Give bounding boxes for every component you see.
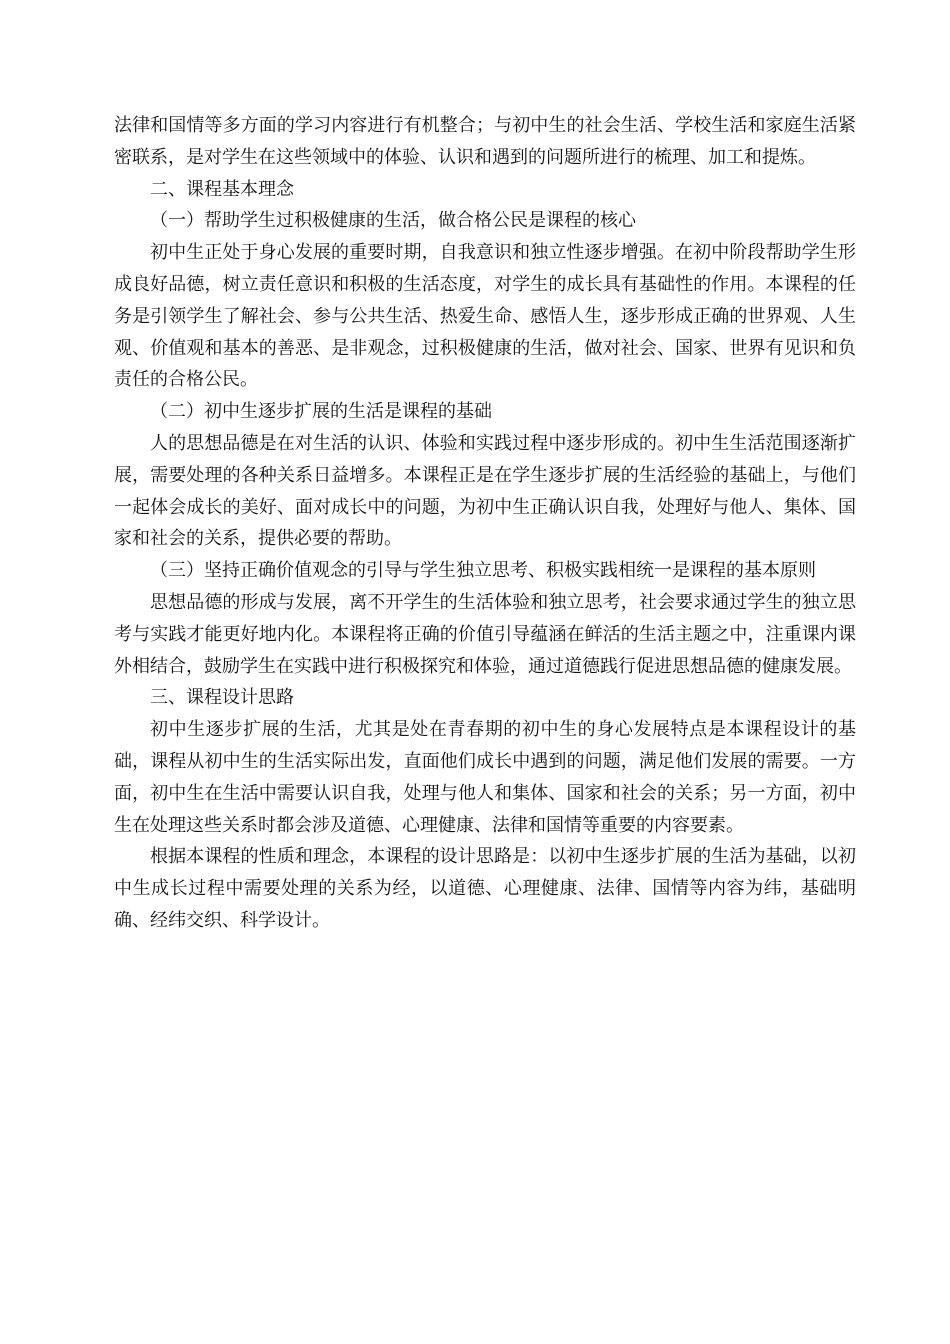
paragraph-continued: 法律和国情等多方面的学习内容进行有机整合；与初中生的社会生活、学校生活和家庭生活紧密联系，是对学生在这些领域中的体验、认识和遇到的问题所进行的梳理、加工和提炼。: [114, 115, 856, 168]
subheading-principle: （三）坚持正确价值观念的引导与学生独立思考、积极实践相统一是课程的基本原则: [150, 560, 816, 582]
document-page: [114, 110, 856, 937]
paragraph-body: 根据本课程的性质和理念，本课程的设计思路是：以初中生逐步扩展的生活为基础，以初中生成长过程中需要处理的关系为经，以道德、心理健康、法律、国情等内容为纬，基础明确、经纬交织、科学设计。: [114, 846, 856, 931]
paragraph-body: 初中生逐步扩展的生活，尤其是处在青春期的初中生的身心发展特点是本课程设计的基础，课程从初中生的生活实际出发，直面他们成长中遇到的问题，满足他们发展的需要。一方面，初中生在生活中需要认识自我，处理与他人和集体、国家和社会的关系；另一方面，初中生在处理这些关系时都会涉及道德、心理健康、法律和国情等重要的内容要素。: [114, 719, 856, 836]
section-heading-design: 三、课程设计思路: [150, 687, 294, 709]
paragraph-body: 思想品德的形成与发展，离不开学生的生活体验和独立思考，社会要求通过学生的独立思考与实践才能更好地内化。本课程将正确的价值引导蕴涵在鲜活的生活主题之中，注重课内课外相结合，鼓励学生在实践中进行积极探究和体验，通过道德践行促进思想品德的健康发展。: [114, 591, 856, 677]
section-heading-basic-concepts: 二、课程基本理念: [150, 178, 294, 200]
subheading-foundation: （二）初中生逐步扩展的生活是课程的基础: [150, 401, 492, 423]
subheading-core: （一）帮助学生过积极健康的生活，做合格公民是课程的核心: [150, 210, 636, 232]
paragraph-body: 初中生正处于身心发展的重要时期，自我意识和独立性逐步增强。在初中阶段帮助学生形成良好品德，树立责任意识和积极的生活态度，对学生的成长具有基础性的作用。本课程的任务是引领学生了解社会、参与公共生活、热爱生命、感悟人生，逐步形成正确的世界观、人生观、价值观和基本的善恶、是非观念，过积极健康的生活，做对社会、国家、世界有见识和负责任的合格公民。: [114, 242, 856, 391]
paragraph-body: 人的思想品德是在对生活的认识、体验和实践过程中逐步形成的。初中生生活范围逐渐扩展，需要处理的各种关系日益增多。本课程正是在学生逐步扩展的生活经验的基础上，与他们一起体会成长的美好、面对成长中的问题，为初中生正确认识自我，处理好与他人、集体、国家和社会的关系，提供必要的帮助。: [114, 432, 856, 550]
